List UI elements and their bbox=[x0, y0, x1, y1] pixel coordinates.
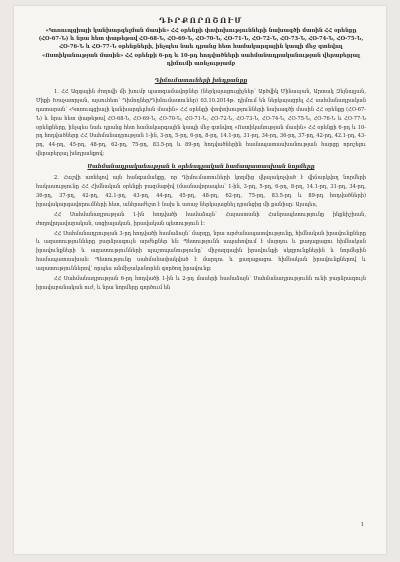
document-subtitle: «Կոռուպցիայի կանխարգելման մասին» ՀՀ օրենքի փոփոխությունների նախագծի մասին ՀՀ օրենքը (ՀՕ-67-Ն) և նրա հետ փաթեթով ՀՕ-68-Ն, ՀՕ-69-Ն, ՀՕ-70-Ն, ՀՕ-71-Ն, ՀՕ-72-Ն, ՀՕ-73-Ն, ՀՕ-74-Ն, ՀՕ-75-Ն, ՀՕ-76-Ն և ՀՕ-77-Ն օրենքների, ինչպես նաև դրանց հետ համակարգային կապի մեջ գտնվող «Ոստիկանության մասին» ՀՀ օրենքի 6-րդ և 10-րդ հոդվածների սահմանադրականության վերաբերյալ դիմումի առնչությամբ bbox=[38, 28, 364, 67]
section-heading: Սահմանադրականության և օրենսդրական համապատասխան նորմերը bbox=[87, 164, 315, 171]
section-heading: Դիմումատուների խնդրանքը bbox=[154, 78, 248, 85]
paragraph: ՀՀ Սահմանադրության 3-րդ հոդվածի համաձայն՝ մարդը, նրա արժանապատվությունը, հիմնական իրավունքները և ազատությունները բարձրագույն արժեքներ են: Պետությունն ապահովում է մարդու և քաղաքացու հիմնական իրավունքների և ազատությունների պաշտպանությունը՝ միջազգային իրավունքի սկզբունքներին և նորմերին համապատասխան: Պետությունը սահմանափակված է մարդու և քաղաքացու հիմնական իրավունքներով և ազատություններով՝ որպես անմիջականորեն գործող իրավունք: bbox=[36, 230, 366, 273]
page-number: 1 bbox=[360, 522, 364, 528]
paragraph: ՀՀ Սահմանադրության 6-րդ հոդվածի 1-ին և 2-րդ մասերի համաձայն՝ Սահմանադրությունն ունի բարձրագույն իրավաբանական ուժ, և նրա նորմերը գործում են bbox=[36, 276, 366, 291]
paragraph: 1. ՀՀ Ազգային ժողովի մի խումբ պատգամավորներ (ներկայացուցիչներ՝ Արծվիկ Մինասյան, Արտակ Զեյնալյան, Միքի Խաչատրյան, այսուհետ՝ Դիմողներ/Դիմումատուներ) 03.10.2014թ. դիմում են ներկայացրել ՀՀ սահմանադրական դատարան՝ «Կոռուպցիայի կանխարգելման մասին» ՀՀ օրենքի փոփոխությունների նախագծի մասին ՀՀ օրենքը (ՀՕ-67-Ն) և նրա հետ փաթեթով ՀՕ-68-Ն, ՀՕ-69-Ն, ՀՕ-70-Ն, ՀՕ-71-Ն, ՀՕ-72-Ն, ՀՕ-73-Ն, ՀՕ-74-Ն, ՀՕ-75-Ն, ՀՕ-76-Ն և ՀՕ-77-Ն օրենքները, ինչպես նաև դրանց հետ համակարգային կապի մեջ գտնվող «Ոստիկանության մասին» ՀՀ օրենքի 6-րդ և 10-րդ հոդվածները ՀՀ Սահմանադրության 1-ին, 3-րդ, 5-րդ, 6-րդ, 8-րդ, 14.1-րդ, 31-րդ, 34-րդ, 36-րդ, 37-րդ, 42-րդ, 42.1-րդ, 43-րդ, 44-րդ, 45-րդ, 48-րդ, 62-րդ, 75-րդ, 83.5-րդ և 89-րդ հոդվածներին համապատասխանության հարցը որոշելու վերաբերյալ խնդրանքով: bbox=[36, 88, 366, 158]
document-body bbox=[36, 16, 366, 294]
paragraph: 2. Հաշվի առնելով այն հանգամանքը, որ Դիմումատուների կողմից վկայակոչված է վիճարկվող նորմերի հակասությունը ՀՀ Հիմնական օրենքի բազմաթիվ (մասնավորապես՝ 1-ին, 3-րդ, 5-րդ, 6-րդ, 8-րդ, 14.1-րդ, 31-րդ, 34-րդ, 36-րդ, 37-րդ, 42-րդ, 42.1-րդ, 43-րդ, 44-րդ, 45-րդ, 48-րդ, 62-րդ, 75-րդ, 83.5-րդ և 89-րդ հոդվածների) իրավակարգավորումների հետ, անհրաժեշտ է նախ և առաջ ներկայացնել դրանցից մի քանիսը: Այսպես, bbox=[36, 175, 366, 208]
paragraph: ՀՀ Սահմանադրության 1-ին հոդվածի համաձայն՝ Հայաստանի Հանրապետությունը ինքնիշխան, ժողովրդավարական, սոցիալական, իրավական պետություն է: bbox=[36, 211, 366, 227]
document-title: ԴԻՐՔՈՐՈՇՈՒՄ bbox=[159, 16, 243, 25]
document-page bbox=[14, 6, 386, 554]
